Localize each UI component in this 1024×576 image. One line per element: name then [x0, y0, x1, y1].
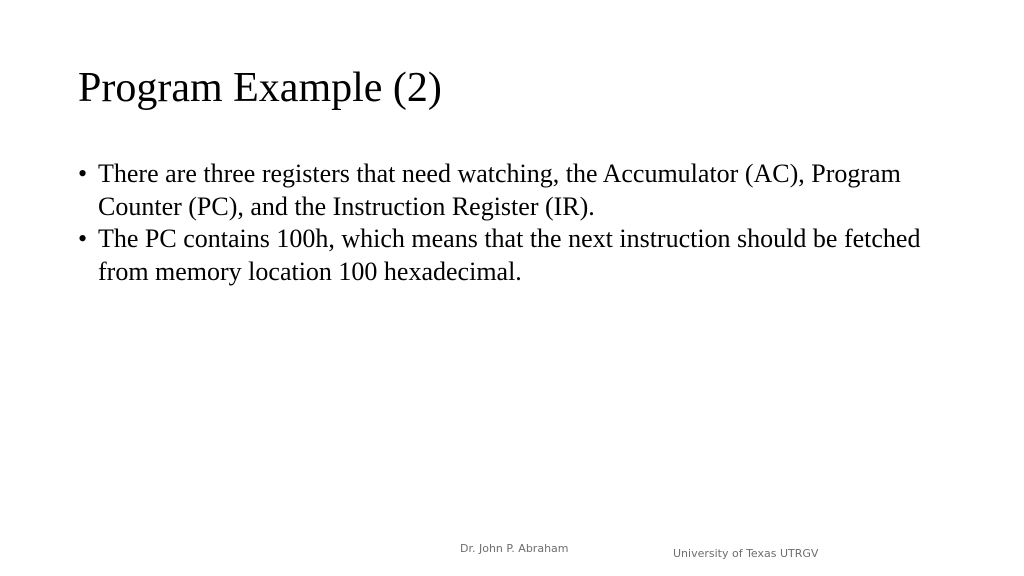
bullet-marker: • [78, 159, 88, 188]
bullet-marker: • [78, 224, 88, 253]
bullet-item [78, 158, 958, 223]
bullet-list [78, 158, 958, 288]
bullet-item [78, 223, 958, 288]
slide-title: Program Example (2) [78, 65, 442, 111]
bullet-text: The PC contains 100h, which means that the next instruction should be fetched from memory location 100 hexadecimal. [98, 224, 921, 286]
footer-author: Dr. John P. Abraham [460, 542, 569, 555]
bullet-text: There are three registers that need watching, the Accumulator (AC), Program Counter (PC), and the Instruction Register (IR). [98, 159, 901, 221]
footer-organization: University of Texas UTRGV [673, 547, 819, 560]
